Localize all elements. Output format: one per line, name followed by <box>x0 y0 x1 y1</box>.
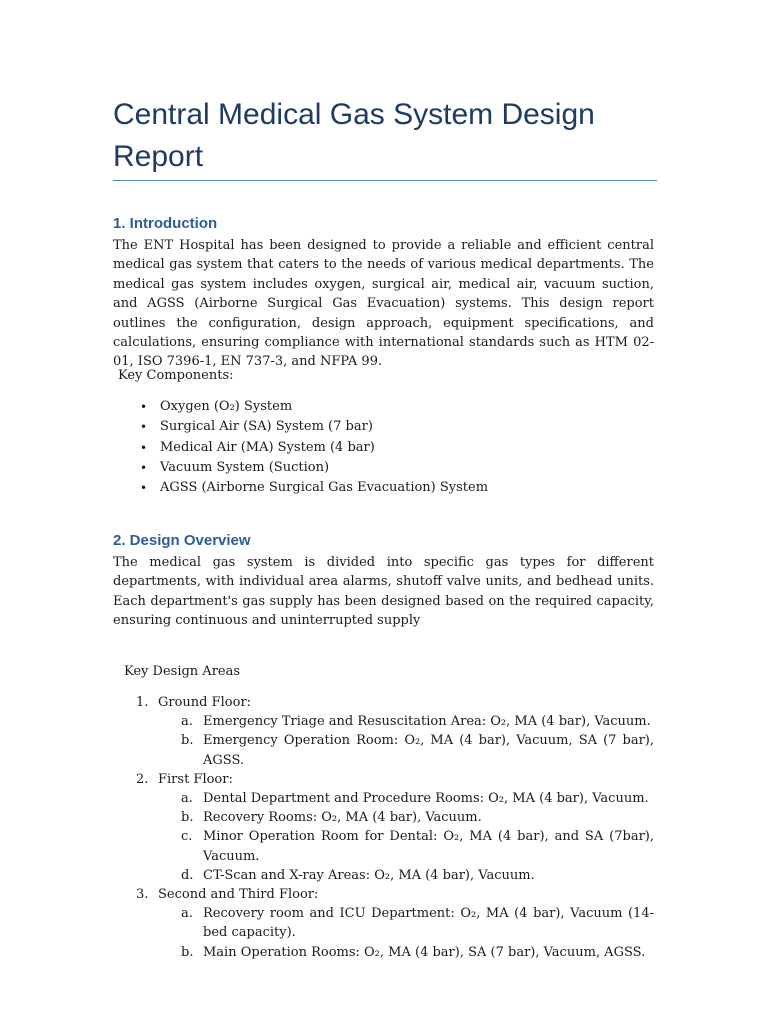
key-components-list <box>140 397 488 498</box>
floor-name: Ground Floor: <box>158 695 252 710</box>
design-overview-paragraph: The medical gas system is divided into specific gas types for different departments, with individual area alarms, shutoff valve units, and bedhead units. Each department's gas supply has been designed based on the required capacity, ensuring continuous and uninterrupted supply <box>113 555 654 629</box>
list-item: • Vacuum System (Suction) <box>140 458 488 478</box>
area-item: a. Recovery room and ICU Department: O₂, MA (4 bar), Vacuum (14-bed capacity). <box>181 906 654 941</box>
floor-number: 2. <box>136 771 149 787</box>
floor-number: 1. <box>136 695 149 710</box>
area-item: c. Minor Operation Room for Dental: O₂, MA (4 bar), and SA (7bar), Vacuum. <box>181 829 654 864</box>
floor-name: First Floor: <box>158 771 233 787</box>
key-components-label: Key Components: <box>118 368 234 383</box>
list-item: • Medical Air (MA) System (4 bar) <box>140 438 488 458</box>
bullet-icon: • <box>140 420 148 435</box>
bullet-icon: • <box>140 460 148 475</box>
section-heading-design-overview: 2. Design Overview <box>113 532 251 549</box>
list-item: • AGSS (Airborne Surgical Gas Evacuation) System <box>140 478 488 498</box>
floor-item-second-third <box>136 885 654 962</box>
title-divider <box>113 180 657 181</box>
bullet-icon: • <box>140 440 148 455</box>
floor-item-first <box>136 770 654 885</box>
floor-name: Second and Third Floor: <box>158 887 319 903</box>
introduction-paragraph: The ENT Hospital has been designed to provide a reliable and efficient central medical gas system that caters to the needs of various medical departments. The medical gas system includes oxygen, surgical air, medical air, vacuum suction, and AGSS (Airborne Surgical Gas Evacuation) systems. This design report outlines the configuration, design approach, equipment specifications, and calculations, ensuring compliance with international standards such as HTM 02-01, ISO 7396-1, EN 737-3, and NFPA 99. <box>113 238 654 370</box>
floor-number: 3. <box>136 887 149 903</box>
area-item: b. Recovery Rooms: O₂, MA (4 bar), Vacuum. <box>181 810 482 826</box>
area-item: b. Emergency Operation Room: O₂, MA (4 bar), Vacuum, SA (7 bar), AGSS. <box>181 733 654 768</box>
section-heading-introduction: 1. Introduction <box>113 215 218 232</box>
design-areas-list <box>136 693 654 962</box>
area-item: b. Main Operation Rooms: O₂, MA (4 bar), SA (7 bar), Vacuum, AGSS. <box>181 944 646 960</box>
list-item: • Oxygen (O₂) System <box>140 397 488 417</box>
floor-item-ground <box>136 693 654 770</box>
document-title: Central Medical Gas System Design Report <box>113 98 595 173</box>
area-item: a. Dental Department and Procedure Rooms: O₂, MA (4 bar), Vacuum. <box>181 791 649 807</box>
area-item: d. CT-Scan and X-ray Areas: O₂, MA (4 bar), Vacuum. <box>181 867 535 883</box>
area-item: a. Emergency Triage and Resuscitation Area: O₂, MA (4 bar), Vacuum. <box>181 714 651 730</box>
bullet-icon: • <box>140 400 148 414</box>
list-item: • Surgical Air (SA) System (7 bar) <box>140 417 488 437</box>
bullet-icon: • <box>140 481 148 496</box>
key-design-areas-label: Key Design Areas <box>124 664 241 679</box>
